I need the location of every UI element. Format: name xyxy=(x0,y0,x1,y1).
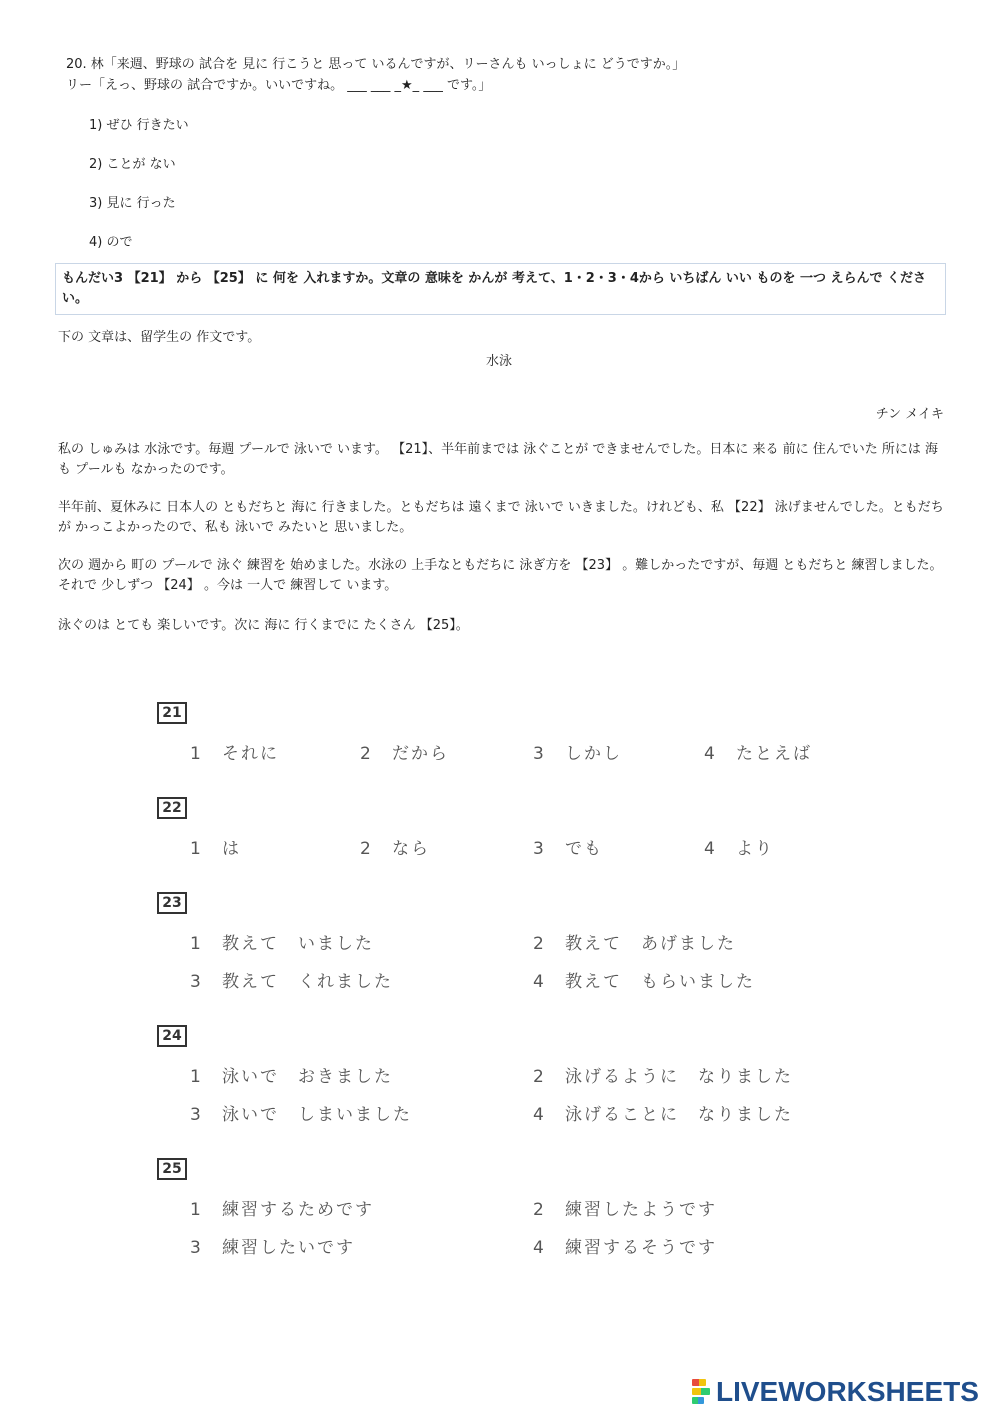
question-20-line-2: リー「えっ、野球の 試合ですか。いいですね。 ___ ___ _★_ ___ です。」 xyxy=(66,78,492,93)
choice-number-22: 22 xyxy=(157,797,187,819)
logo-bar xyxy=(692,1397,704,1404)
liveworksheets-logo[interactable] xyxy=(692,1374,979,1410)
essay-intro: 下の 文章は、留学生の 作文です。 xyxy=(58,330,261,345)
choice-21-4: 4 たとえば xyxy=(704,744,812,764)
essay-paragraph-1: 私の しゅみは 水泳です。毎週 プールで 泳いで います。 【21】、半年前までは 泳ぐことが できませんでした。日本に 来る 前に 住んでいた 所には 海も プールも なかったのです。 xyxy=(58,442,939,477)
essay-paragraph-2: 半年前、夏休みに 日本人の ともだちと 海に 行きました。ともだちは 遠くまで 泳いで いきました。けれども、私 【22】 泳げませんでした。ともだちが かっこよかったので、私も 泳いで みたいと 思いました。 xyxy=(58,500,944,535)
choice-24-1: 1 泳いで おきました xyxy=(190,1067,393,1087)
choice-21-1: 1 それに xyxy=(190,744,279,764)
essay-title: 水泳 xyxy=(486,354,513,369)
choice-number-25: 25 xyxy=(157,1158,187,1180)
essay-paragraph-4: 泳ぐのは とても 楽しいです。次に 海に 行くまでに たくさん 【25】。 xyxy=(58,618,469,633)
essay-author: チン メイキ xyxy=(875,407,944,422)
choice-number-23: 23 xyxy=(157,892,187,914)
choice-23-3: 3 教えて くれました xyxy=(190,972,393,992)
choice-25-3: 3 練習したいです xyxy=(190,1238,355,1258)
choice-25-2: 2 練習したようです xyxy=(533,1200,717,1220)
essay-paragraph-3: 次の 週から 町の プールで 泳ぐ 練習を 始めました。水泳の 上手なともだちに 泳ぎ方を 【23】 。難しかったですが、毎週 ともだちと 練習しました。それで 少しずつ 【24】 。今は 一人で 練習して います。 xyxy=(58,558,943,593)
choice-23-2: 2 教えて あげました xyxy=(533,934,736,954)
logo-text: LIVEWORKSHEETS xyxy=(716,1376,979,1407)
choice-23-1: 1 教えて いました xyxy=(190,934,374,954)
choice-24-4: 4 泳げることに なりました xyxy=(533,1105,793,1125)
question-20-line-1: 20. 林「来週、野球の 試合を 見に 行こうと 思って いるんですが、リーさんも いっしょに どうですか。」 xyxy=(66,57,686,72)
choice-25-1: 1 練習するためです xyxy=(190,1200,374,1220)
question-20-option-1: 1) ぜひ 行きたい xyxy=(89,118,189,133)
choice-25-4: 4 練習するそうです xyxy=(533,1238,717,1258)
choice-21-2: 2 だから xyxy=(360,744,449,764)
choice-22-1: 1 は xyxy=(190,839,241,859)
choice-22-4: 4 より xyxy=(704,839,774,859)
question-20-option-2: 2) ことが ない xyxy=(89,157,176,172)
choice-24-3: 3 泳いで しまいました xyxy=(190,1105,412,1125)
choice-number-21: 21 xyxy=(157,702,187,724)
choice-22-3: 3 でも xyxy=(533,839,603,859)
question-20-option-4: 4) ので xyxy=(89,235,133,250)
choice-21-3: 3 しかし xyxy=(533,744,622,764)
logo-icon xyxy=(692,1379,712,1405)
question-20-option-3: 3) 見に 行った xyxy=(89,196,176,211)
choice-24-2: 2 泳げるように なりました xyxy=(533,1067,793,1087)
choice-22-2: 2 なら xyxy=(360,839,430,859)
logo-bar xyxy=(692,1388,710,1395)
choice-number-24: 24 xyxy=(157,1025,187,1047)
mondai-3-instruction: もんだい3 【21】 から 【25】 に 何を 入れますか。文章の 意味を かんが 考えて、1・2・3・4から いちばん いい ものを 一つ えらんで ください。 xyxy=(55,263,946,315)
logo-bar xyxy=(692,1379,706,1386)
choice-23-4: 4 教えて もらいました xyxy=(533,972,755,992)
